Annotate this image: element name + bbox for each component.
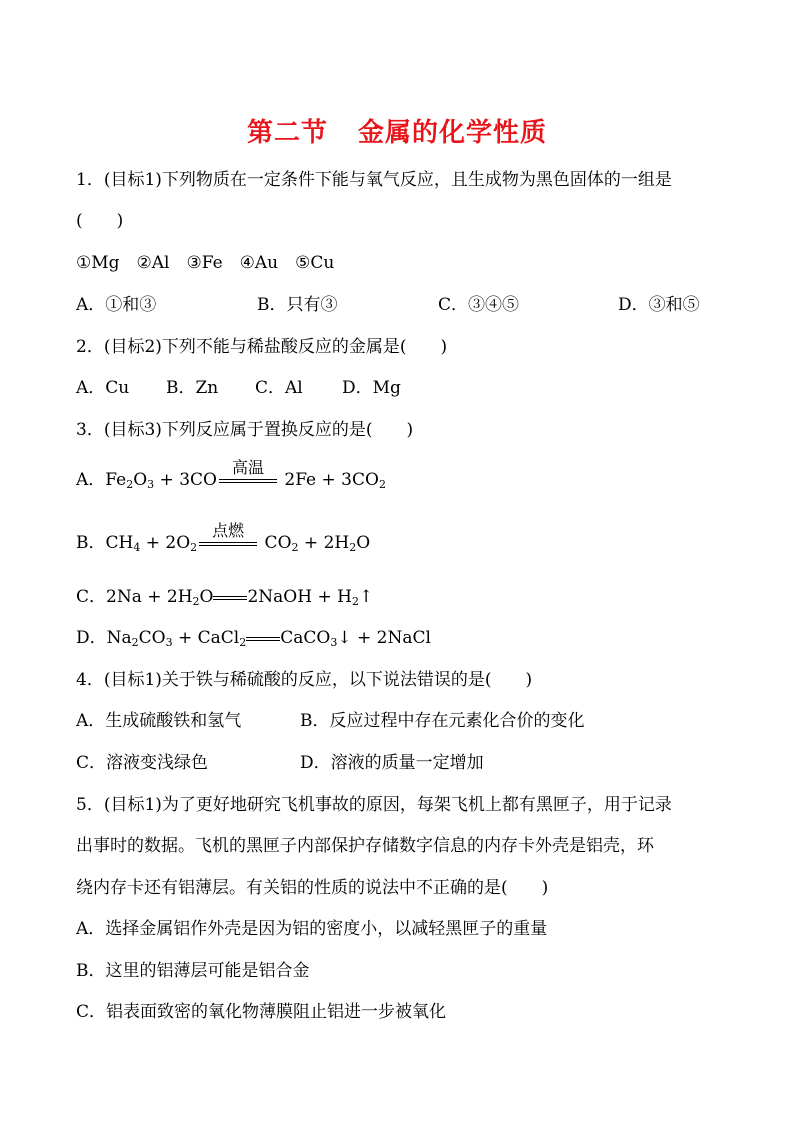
q3a-condition-arrow	[219, 458, 277, 492]
q3d-r3: + CaCl	[172, 628, 240, 648]
q5-line-2: 出事时的数据。飞机的黑匣子内部保护存储数字信息的内存卡外壳是铝壳，环	[76, 836, 654, 856]
q3-option-c	[76, 585, 373, 609]
q2-stem: 2．(目标2)下列不能与稀盐酸反应的金属是( )	[76, 337, 448, 357]
q3d-bar-top	[246, 637, 280, 638]
q3-option-a	[76, 458, 386, 492]
q5-option-c: C．铝表面致密的氧化物薄膜阻止铝进一步被氧化	[76, 1002, 447, 1022]
q1-option-a: A．①和③	[76, 295, 157, 315]
q5-option-a: A．选择金属铝作外壳是因为铝的密度小，以减轻黑匣子的重量	[76, 919, 548, 939]
q1-option-d: D．③和⑤	[618, 295, 700, 315]
q3b-p1: CO	[259, 533, 292, 553]
q3a-r1: Fe	[105, 470, 127, 490]
q3-option-d	[76, 626, 431, 650]
q5-line-1: 5．(目标1)为了更好地研究飞机事故的原因，每架飞机上都有黑匣子，用于记录	[76, 795, 672, 815]
q1-stem: 1．(目标1)下列物质在一定条件下能与氧气反应，且生成物为黑色固体的一组是	[76, 170, 672, 190]
q3a-condition: 高温	[231, 458, 264, 477]
q3a-p1: 2Fe + 3CO	[278, 470, 379, 490]
q3d-s2: 3	[165, 636, 173, 649]
q1-option-c: C．③④⑤	[438, 295, 520, 315]
q2-option-b: B．Zn	[166, 378, 219, 398]
q2-option-c: C．Al	[255, 378, 303, 398]
q3d-p1: CaCO	[280, 628, 331, 648]
q4-option-d: D．溶液的质量一定增加	[300, 753, 484, 773]
q3a-s2: 3	[147, 478, 155, 491]
q3b-condition: 点燃	[212, 521, 245, 540]
q3b-s4: 2	[349, 541, 357, 554]
q3b-condition-arrow	[199, 521, 257, 555]
q3-option-b	[76, 521, 371, 555]
q3b-p3: O	[356, 533, 371, 553]
q3d-equals-sign	[246, 626, 280, 650]
q3a-s1: 2	[126, 478, 134, 491]
q4-option-b: B．反应过程中存在元素化合价的变化	[300, 711, 585, 731]
q1-option-b: B．只有③	[257, 295, 338, 315]
title-section: 第二节	[246, 118, 328, 148]
q3b-label: B．	[76, 533, 106, 553]
q3c-p2: ↑	[358, 587, 374, 607]
q3d-label: D．	[76, 628, 107, 648]
q5-option-b: B．这里的铝薄层可能是铝合金	[76, 961, 310, 981]
q4-option-a: A．生成硫酸铁和氢气	[76, 711, 242, 731]
q3c-r2: O	[199, 587, 214, 607]
q3c-s1: 2	[192, 595, 200, 608]
q3a-s3: 2	[378, 478, 386, 491]
q3c-bar-bottom	[213, 599, 247, 600]
q3d-r2: CO	[138, 628, 166, 648]
q3a-bar-top	[219, 479, 277, 480]
q3-stem: 3．(目标3)下列反应属于置换反应的是( )	[76, 420, 414, 440]
q3c-bar-top	[213, 596, 247, 597]
q3a-r3: + 3CO	[154, 470, 217, 490]
q3c-label: C．	[76, 587, 107, 607]
title-topic: 金属的化学性质	[358, 118, 548, 148]
q2-option-a: A．Cu	[76, 378, 130, 398]
q3b-s3: 2	[291, 541, 299, 554]
q4-option-c: C．溶液变浅绿色	[76, 753, 209, 773]
q3a-label: A．	[76, 470, 106, 490]
q1-paren: ( )	[76, 211, 124, 231]
q4-stem: 4．(目标1)关于铁与稀硫酸的反应，以下说法错误的是( )	[76, 670, 533, 690]
q5-line-3: 绕内存卡还有铝薄层。有关铝的性质的说法中不正确的是( )	[76, 878, 549, 898]
q3d-s3: 2	[239, 636, 247, 649]
q3c-s2: 2	[351, 595, 359, 608]
q3d-p2: ↓ + 2NaCl	[337, 628, 431, 648]
q3d-s4: 3	[330, 636, 338, 649]
q3b-r1: CH	[105, 533, 134, 553]
q3c-r1: 2Na + 2H	[106, 587, 193, 607]
q3a-r2: O	[133, 470, 148, 490]
q3d-bar-bottom	[246, 640, 280, 641]
q3c-equals-sign	[213, 585, 247, 609]
q1-items: ①Mg ②Al ③Fe ④Au ⑤Cu	[76, 253, 335, 273]
q3a-bar-bottom	[219, 482, 277, 483]
q3d-r1: Na	[106, 628, 132, 648]
q3b-r2: + 2O	[140, 533, 191, 553]
page-title	[0, 112, 794, 149]
q3c-p1: 2NaOH + H	[247, 587, 352, 607]
q3b-s2: 2	[190, 541, 198, 554]
q3b-p2: + 2H	[298, 533, 350, 553]
q3b-s1: 4	[133, 541, 141, 554]
q3b-bar-bottom	[199, 545, 257, 546]
q3b-bar-top	[199, 542, 257, 543]
q3d-s1: 2	[131, 636, 139, 649]
q2-option-d: D．Mg	[342, 378, 401, 398]
